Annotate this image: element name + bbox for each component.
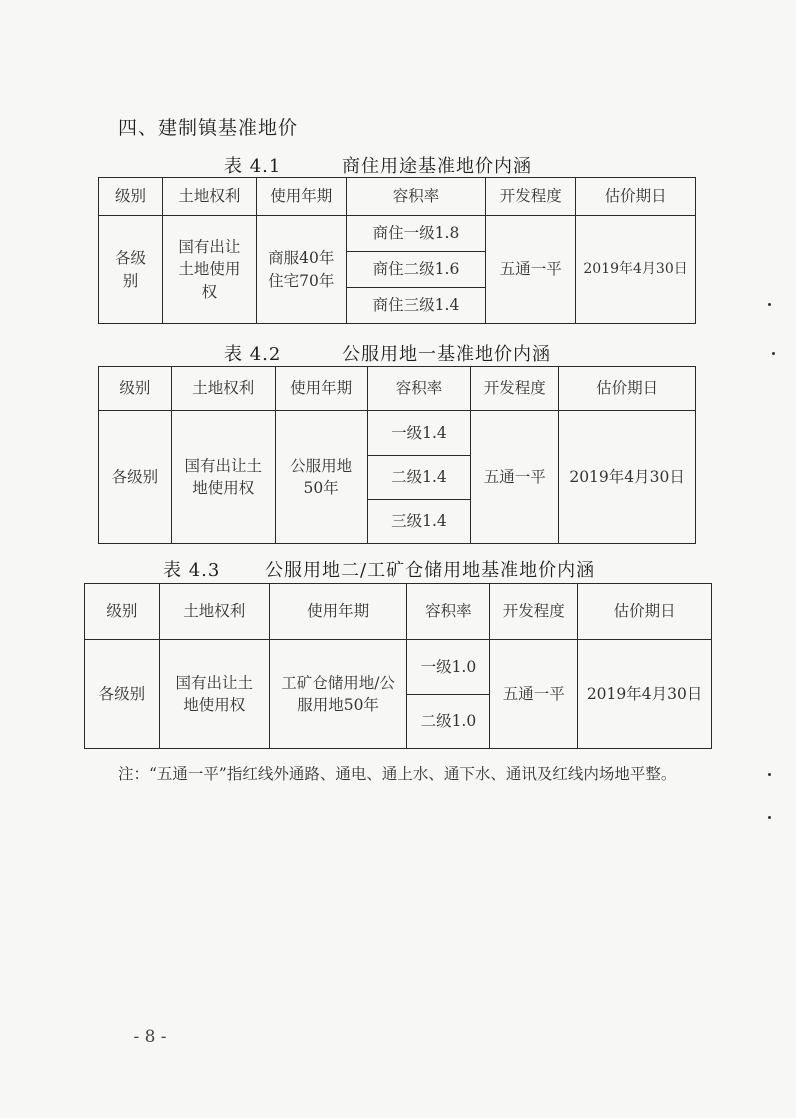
header-cell: 开发程度 [486, 178, 576, 216]
header-cell: 使用年期 [256, 178, 346, 216]
term-cell: 工矿仓储用地/公服用地50年 [269, 640, 407, 749]
date-cell: 2019年4月30日 [559, 411, 696, 544]
table-title: 公服用地二/工矿仓储用地基准地价内涵 [265, 560, 596, 581]
ratio-cell: 二级1.0 [407, 695, 490, 749]
date-cell: 2019年4月30日 [578, 640, 712, 749]
table-number: 表 4.2 [224, 344, 282, 365]
header-cell: 容积率 [346, 178, 486, 216]
right-cell: 国有出让土地使用权 [159, 640, 269, 749]
section-heading: 四、建制镇基准地价 [118, 117, 299, 139]
right-cell: 国有出让土地使用权 [162, 216, 256, 324]
header-cell: 容积率 [367, 367, 471, 411]
table-caption-4-1 [224, 152, 532, 178]
grade-cell: 各级别 [99, 216, 163, 324]
header-cell: 容积率 [407, 584, 490, 640]
ratio-cell: 商住三级1.4 [346, 288, 486, 324]
development-cell: 五通一平 [471, 411, 559, 544]
grade-cell: 各级别 [99, 411, 172, 544]
header-cell: 级别 [99, 367, 172, 411]
header-cell: 土地权利 [162, 178, 256, 216]
ratio-cell: 一级1.0 [407, 640, 490, 695]
term-cell: 公服用地50年 [275, 411, 367, 544]
table-title: 公服用地一基准地价内涵 [342, 344, 551, 365]
grade-cell: 各级别 [85, 640, 160, 749]
scan-speck [768, 816, 771, 819]
ratio-cell: 商住一级1.8 [346, 216, 486, 252]
term-cell: 商服40年住宅70年 [256, 216, 346, 324]
header-cell: 估价期日 [576, 178, 696, 216]
scan-speck [768, 303, 771, 306]
table-4-1 [98, 177, 696, 324]
header-cell: 级别 [85, 584, 160, 640]
header-cell: 开发程度 [490, 584, 578, 640]
table-number: 表 4.3 [163, 560, 221, 581]
scan-speck [772, 352, 775, 355]
footnote: 注：“五通一平”指红线外通路、通电、通上水、通下水、通讯及红线内场地平整。 [118, 765, 677, 783]
right-cell: 国有出让土地使用权 [171, 411, 275, 544]
ratio-cell: 商住二级1.6 [346, 252, 486, 288]
development-cell: 五通一平 [490, 640, 578, 749]
header-cell: 使用年期 [275, 367, 367, 411]
header-cell: 开发程度 [471, 367, 559, 411]
table-4-3 [84, 583, 712, 749]
table-4-2 [98, 366, 696, 544]
header-cell: 级别 [99, 178, 163, 216]
table-caption-4-2 [224, 340, 551, 366]
ratio-cell: 二级1.4 [367, 456, 471, 500]
header-cell: 土地权利 [171, 367, 275, 411]
page-number: - 8 - [133, 1027, 167, 1047]
ratio-cell: 三级1.4 [367, 500, 471, 544]
table-number: 表 4.1 [224, 156, 282, 177]
header-cell: 估价期日 [559, 367, 696, 411]
header-cell: 使用年期 [269, 584, 407, 640]
table-title: 商住用途基准地价内涵 [342, 156, 532, 177]
header-cell: 土地权利 [159, 584, 269, 640]
development-cell: 五通一平 [486, 216, 576, 324]
header-cell: 估价期日 [578, 584, 712, 640]
ratio-cell: 一级1.4 [367, 411, 471, 456]
table-caption-4-3 [163, 556, 595, 582]
scan-speck [768, 773, 771, 776]
date-cell: 2019年4月30日 [576, 216, 696, 324]
